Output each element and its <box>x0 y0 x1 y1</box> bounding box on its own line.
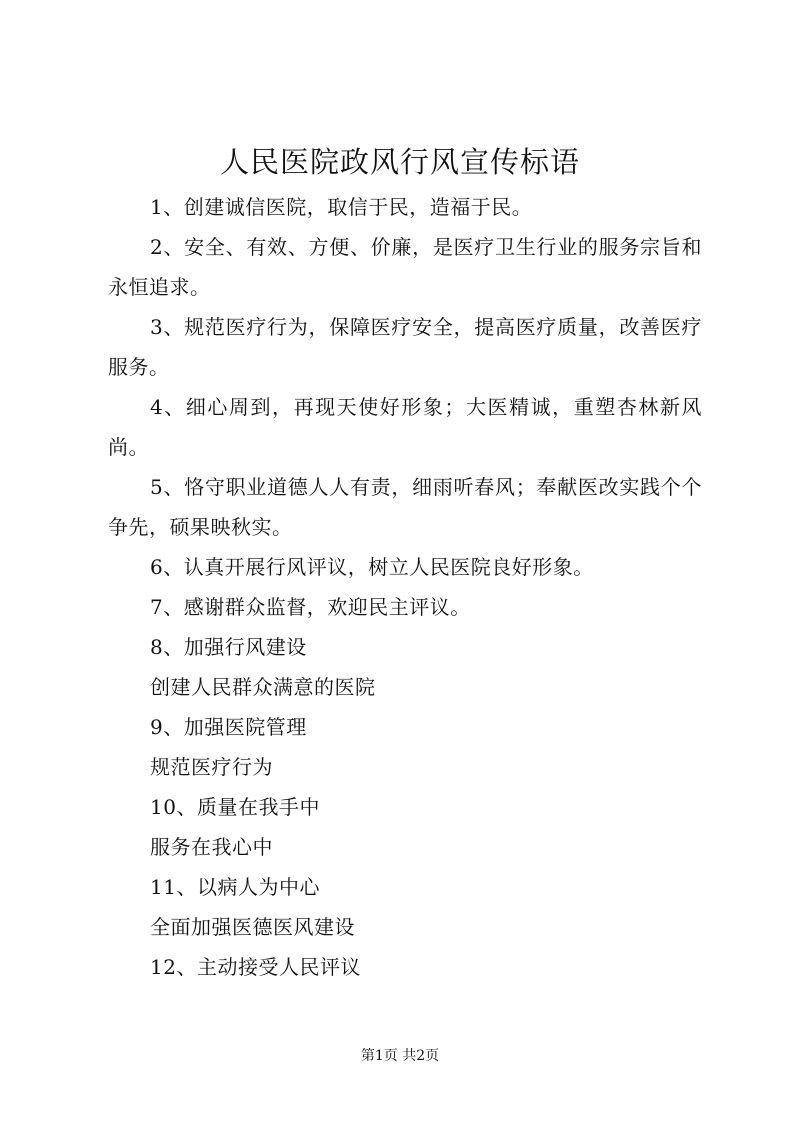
slogan-8-heading: 8、加强行风建设 <box>150 635 307 659</box>
slogan-9-text: 规范医疗行为 <box>150 755 273 779</box>
slogan-3: 3、规范医疗行为，保障医疗安全，提高医疗质量，改善医疗服务。 <box>108 315 702 379</box>
slogan-4: 4、细心周到，再现天使好形象；大医精诚，重塑杏林新风尚。 <box>108 395 702 459</box>
slogan-1: 1、创建诚信医院，取信于民，造福于民。 <box>150 195 533 219</box>
slogan-2: 2、安全、有效、方便、价廉，是医疗卫生行业的服务宗旨和永恒追求。 <box>108 235 702 299</box>
slogan-9-heading: 9、加强医院管理 <box>150 715 307 739</box>
slogan-8-text: 创建人民群众满意的医院 <box>150 675 376 699</box>
slogan-7: 7、感谢群众监督，欢迎民主评议。 <box>150 595 471 619</box>
page-footer: 第1页 共2页 <box>360 1048 440 1064</box>
slogan-10-text: 服务在我心中 <box>150 835 273 859</box>
slogan-12-heading: 12、主动接受人民评议 <box>150 955 361 979</box>
document-title: 人民医院政风行风宣传标语 <box>219 145 580 179</box>
slogan-10-heading: 10、质量在我手中 <box>150 795 320 819</box>
document-body <box>108 187 702 987</box>
slogan-11-text: 全面加强医德医风建设 <box>150 915 355 939</box>
slogan-6: 6、认真开展行风评议，树立人民医院良好形象。 <box>150 555 594 579</box>
slogan-5: 5、恪守职业道德人人有责，细雨听春风；奉献医改实践个个争先，硕果映秋实。 <box>108 475 702 539</box>
slogan-11-heading: 11、以病人为中心 <box>150 875 320 899</box>
